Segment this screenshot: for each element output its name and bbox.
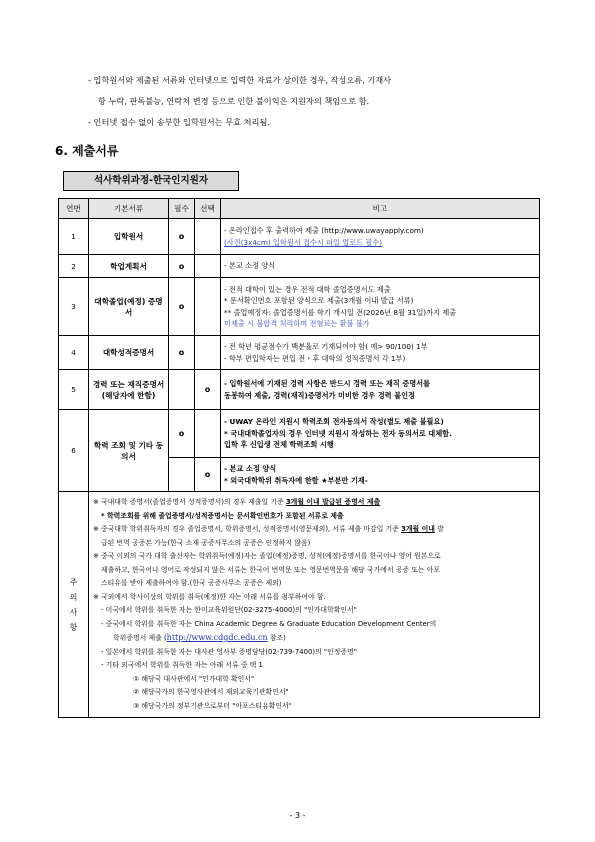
document-name: 대학졸업(예정) 증명서 (89, 278, 169, 336)
note-line: 학위증명서 제출 (http://www.cdgdc.edu.cn 참조) (113, 633, 286, 642)
remarks (221, 410, 540, 458)
header-no: 연번 (59, 199, 89, 219)
note-line: ① 해당국 대사관에서 "인가대학 확인서" (133, 674, 255, 683)
remarks (221, 370, 540, 410)
remark-line: ** 졸업예정자: 졸업증명서를 학기 개시일 전(2026년 8월 31일)까지 제출 (224, 307, 457, 317)
remark-line: * 문서확인번호 포함된 양식으로 제출(3개월 이내 발급 서류) (224, 296, 414, 305)
note-line: ※ 중국 이외의 국가 대학 출신자는 학위취득(예정)자는 졸업(예정)증명, 성적(예정)증명서를 한국어나 영어 원본으로 (93, 552, 441, 560)
remarks (221, 219, 540, 255)
document-name: 경력 또는 재직증명서 (해당자에 한함) (89, 370, 169, 410)
note-line: 급된 번역 공증본 가능(한국 소재 공증사무소의 공증은 인정하지 않음) (101, 538, 311, 547)
row-number: 6 (59, 410, 89, 492)
remarks (221, 255, 540, 278)
notes-content (89, 492, 540, 718)
optional-mark: o (195, 370, 221, 410)
row-number: 4 (59, 336, 89, 370)
table-row (59, 255, 540, 278)
table-row (59, 219, 540, 255)
required-mark (169, 458, 195, 492)
row-number: 3 (59, 278, 89, 336)
required-mark: o (169, 255, 195, 278)
header-document: 기본서류 (89, 199, 169, 219)
row-number: 5 (59, 370, 89, 410)
optional-mark (195, 410, 221, 458)
optional-mark (195, 336, 221, 370)
document-name: 대학성적증명서 (89, 336, 169, 370)
intro-notice (88, 70, 528, 133)
note-line: - 미국에서 학위를 취득한 자는 한미교육위원단(02-3275-4000)의 "인가대학확인서" (101, 606, 357, 614)
note-line: ※ 국내대학 증명서(졸업증명서 성적증명서)의 경우 제출일 기준 3개월 이내 발급된 증명서 제출 (93, 498, 381, 506)
remark-line: - UWAY 온라인 지원시 학력조회 전자동의서 작성(별도 제출 불필요) (224, 417, 444, 427)
intro-line-3: - 인터넷 접수 없이 송부한 입학원서는 무효 처리됨. (88, 117, 270, 127)
required-mark: o (169, 410, 195, 458)
required-mark: o (169, 278, 195, 336)
remark-line: (사진(3x4cm) 입학원서 접수시 파일 업로드 필수) (224, 237, 383, 247)
optional-mark (195, 255, 221, 278)
remark-line: - 전적 대학이 있는 경우 전적 대학 졸업증명서도 제출 (224, 284, 391, 294)
remark-line: 미제출 시 불합격 처리하며 전형료는 환불 불가 (224, 319, 370, 328)
cdgdc-link[interactable]: http://www.cdgdc.edu.cn (166, 633, 268, 642)
remarks (221, 278, 540, 336)
document-name: 입학원서 (89, 219, 169, 255)
optional-mark: o (195, 458, 221, 492)
remark-line: - 전 학년 평균점수가 백분율로 기재되어야 함( 예> 90/100) 1부 (224, 342, 428, 351)
notes-row (59, 492, 540, 718)
remark-line: - 본교 소정 양식 (224, 464, 277, 473)
header-required: 필수 (169, 199, 195, 219)
row-number: 1 (59, 219, 89, 255)
note-line: - 중국에서 학위를 취득한 자는 China Academic Degree & Graduate Education Development Center의 (101, 619, 437, 628)
remark-line: * 국내대학졸업자의 경우 인터넷 지원시 작성하는 전자 동의서로 대체함. (224, 428, 452, 438)
note-line: ※ 중국대학 학위취득자의 경우 졸업증명서, 학위증명서, 성적증명서(영문제외), 서류 제출 마감일 기준 3개월 이내 발 (93, 525, 444, 533)
row-number: 2 (59, 255, 89, 278)
note-line: 제출하고, 한국어나 영어로 작성되지 않은 서류는 한국어 번역문 또는 영문번역문을 해당 국가에서 공증 또는 아포 (101, 565, 441, 574)
optional-mark (195, 219, 221, 255)
page-number: - 3 - (289, 811, 306, 820)
header-remarks: 비고 (221, 199, 540, 219)
required-mark: o (169, 336, 195, 370)
note-line: - 기타 외국에서 학위를 취득한 자는 아래 서류 중 택 1 (101, 661, 263, 669)
remark-line: - 입학원서에 기재된 경력 사항은 반드시 경력 또는 재직 증명서를 (224, 379, 431, 388)
intro-line-1: - 입학원서와 제출된 서류와 인터넷으로 입력한 자료가 상이한 경우, 작성오류, 기재사 (88, 75, 392, 85)
intro-line-2: 항 누락, 판독불능, 연락처 변경 등으로 인한 불이익은 지원자의 책임으로 함. (98, 96, 370, 106)
document-name: 학력 조회 및 기타 동의서 (89, 410, 169, 492)
note-line: * 학력조회를 위해 졸업증명서/성적증명서는 문서확인번호가 포함된 서류로 제출 (101, 511, 344, 520)
required-documents-table (58, 198, 540, 718)
note-line: ※ 국외에서 학사이상의 학위를 취득(예정)한 자는 아래 서류를 첨부하여야 함. (93, 592, 326, 601)
remark-line: - 본교 소정 양식 (224, 261, 276, 271)
program-label: 석사학위과정-한국인지원자 (63, 171, 239, 191)
remarks (221, 336, 540, 370)
note-line: ③ 해당국가의 정부기관으로부터 "아포스티유확인서" (133, 701, 292, 710)
remark-line: - 학부 편입학자는 편입 전・후 대학의 성적증명서 각 1부) (224, 353, 406, 363)
table-header-row (59, 199, 540, 219)
table-row (59, 336, 540, 370)
required-mark (169, 370, 195, 410)
document-name: 학업계획서 (89, 255, 169, 278)
remark-line: 입학 후 신입생 전체 학력조회 시행 (224, 440, 334, 450)
note-line: ② 해당국가의 한국영사관에서 재외교육기관확인서" (133, 688, 289, 696)
table-row (59, 278, 540, 336)
optional-mark (195, 278, 221, 336)
remark-line: 동봉하여 제출, 경력(재직)증명서가 미비한 경우 경력 불인정 (224, 390, 415, 400)
table-row (59, 370, 540, 410)
note-line: - 일본에서 학위를 취득한 자는 대사관 영사부 증명담당(02-739-7400)의 "인정증명" (101, 647, 357, 656)
notes-label: 주 의 사 항 (59, 492, 89, 718)
remarks (221, 458, 540, 492)
note-line: 스티유를 받아 제출하여야 함.(한국 공증사무소 공증은 제외) (101, 579, 282, 587)
remark-line: - 온라인접수 후 출력하여 제출 (http://www.uwayapply.com) (224, 226, 424, 235)
table-row (59, 410, 540, 458)
remark-line: * 외국대학학위 취득자에 한함 ★부분만 기재- (224, 475, 368, 485)
required-mark: o (169, 219, 195, 255)
section-title: 6. 제출서류 (55, 144, 119, 158)
header-optional: 선택 (195, 199, 221, 219)
